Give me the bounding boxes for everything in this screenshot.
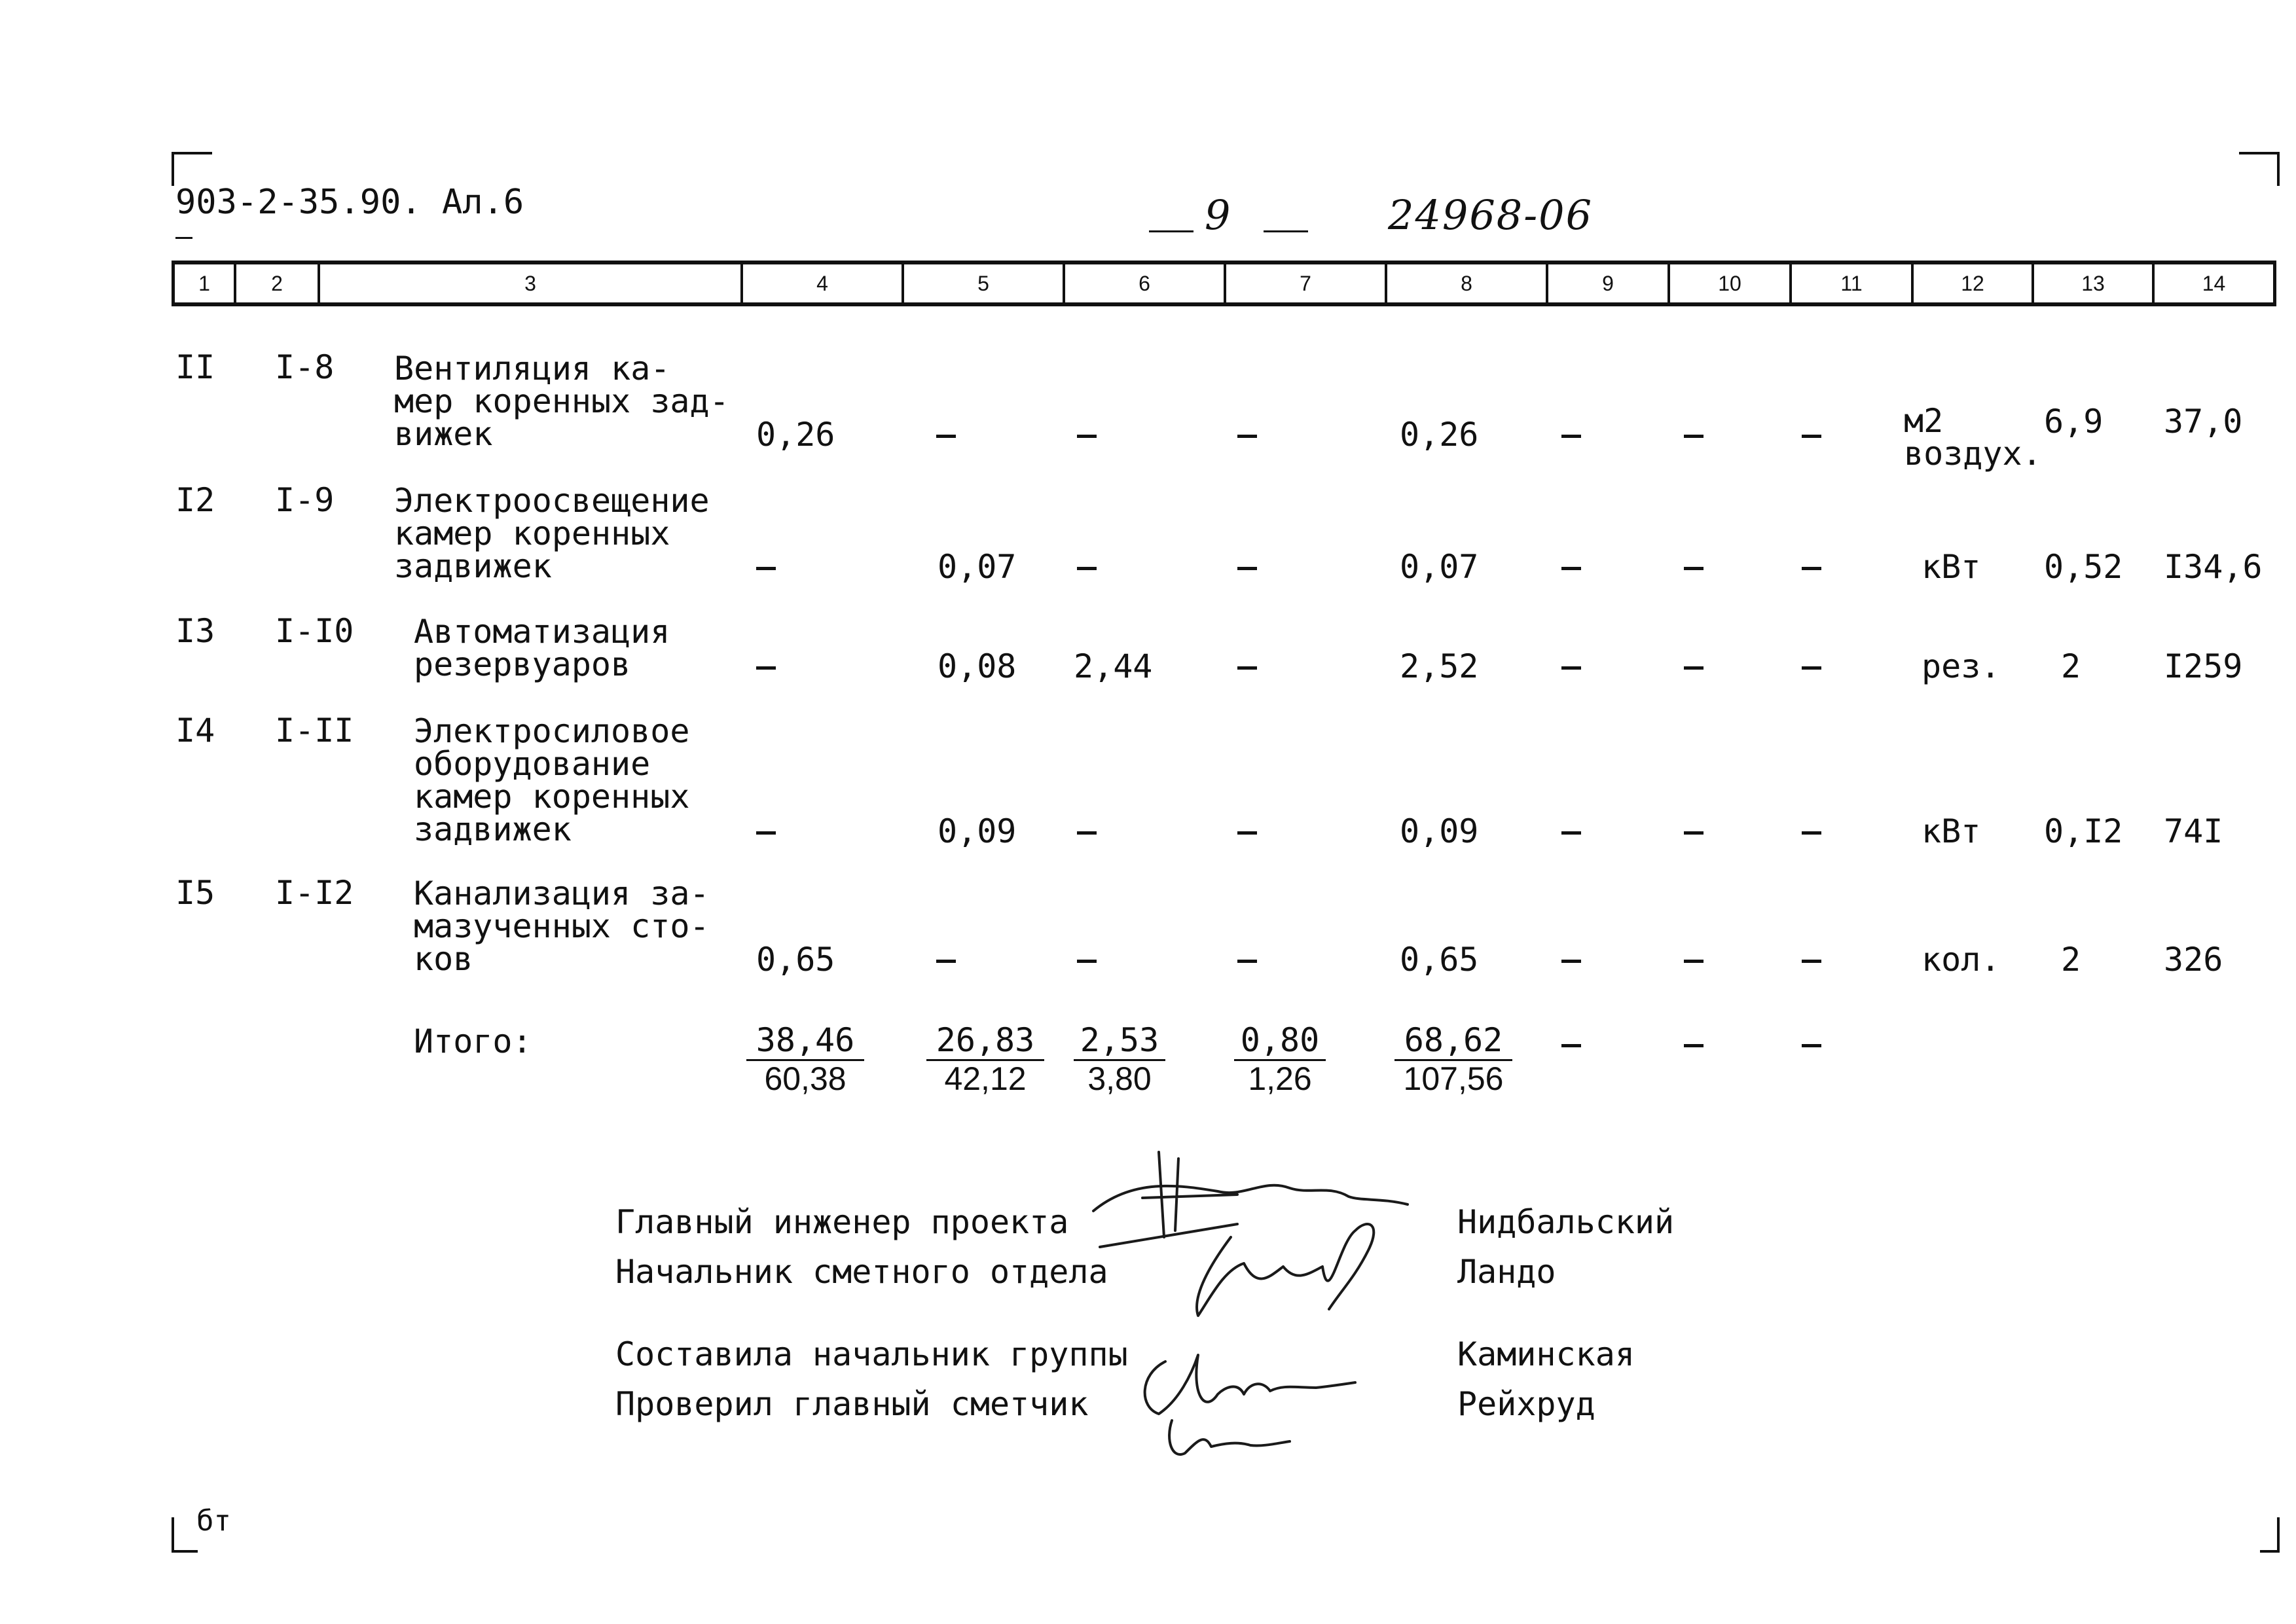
- signature-role-chief-estimator: Проверил главный сметчик: [615, 1385, 1089, 1423]
- total-col4-numerator: 38,46: [746, 1022, 864, 1061]
- total-col7-denominator: 1,26: [1248, 1060, 1312, 1097]
- total-col5-numerator: 26,83: [926, 1022, 1044, 1061]
- row-number: I4: [175, 712, 215, 749]
- dash-col11: [1802, 567, 1821, 570]
- column-header-11: 11: [1789, 264, 1911, 302]
- dash-col9: [1561, 831, 1581, 835]
- column-header-3: 3: [318, 264, 740, 302]
- column-header-6: 6: [1063, 264, 1224, 302]
- dash-col4: [756, 567, 776, 570]
- column-header-4: 4: [740, 264, 902, 302]
- value-col4: 0,65: [756, 941, 835, 979]
- total-col4-denominator: 60,38: [764, 1060, 847, 1097]
- column-header-2: 2: [234, 264, 318, 302]
- dash-col10: [1684, 567, 1704, 570]
- totals-label: Итого:: [414, 1022, 532, 1060]
- signature-role-estimate-head: Начальник сметного отдела: [615, 1253, 1108, 1291]
- value-col6: 2,44: [1074, 647, 1153, 685]
- unit: м2 воздух.: [1904, 402, 2042, 473]
- row-description: Канализация за- мазученных сто- ков: [414, 875, 710, 978]
- value-col14: 37,0: [2164, 403, 2243, 441]
- column-number-header: [172, 261, 2276, 306]
- row-description: Автоматизация резервуаров: [414, 613, 670, 683]
- total-dash-col11: [1802, 1044, 1821, 1047]
- value-col14: I34,6: [2164, 548, 2263, 586]
- total-col6-denominator: 3,80: [1087, 1060, 1152, 1097]
- dash-col6: [1077, 567, 1097, 570]
- signature-1: [1093, 1185, 1408, 1211]
- total-col6-numerator: 2,53: [1074, 1022, 1165, 1061]
- row-reference: I-9: [275, 481, 335, 519]
- unit: кВт: [1922, 548, 1981, 586]
- doc-code-underline: [175, 237, 192, 239]
- row-reference: I-II: [275, 712, 354, 749]
- dash-col9: [1561, 435, 1581, 438]
- dash-col9: [1561, 960, 1581, 963]
- total-dash-col9: [1561, 1044, 1581, 1047]
- column-header-5: 5: [902, 264, 1063, 302]
- signature-name-estimate-head: Ландо: [1457, 1253, 1556, 1291]
- quantity: 0,52: [2044, 548, 2123, 586]
- total-col8-denominator: 107,56: [1403, 1060, 1504, 1097]
- dash-col10: [1684, 960, 1704, 963]
- total-dash-col10: [1684, 1044, 1704, 1047]
- dash-col7: [1237, 960, 1257, 963]
- value-col14: 74I: [2164, 812, 2223, 850]
- corner-mark-top-left: [172, 152, 212, 186]
- value-col8: 0,09: [1400, 812, 1479, 850]
- column-header-1: 1: [198, 271, 210, 295]
- value-col8: 0,65: [1400, 941, 1479, 979]
- signature-name-chief-engineer: Нидбальский: [1457, 1203, 1675, 1241]
- signature-3: [1145, 1355, 1355, 1414]
- row-description: Электросиловое оборудование камер коренных задвижек: [414, 712, 690, 848]
- total-col8: [1394, 1022, 1512, 1096]
- sheet-number-dash-left: [1149, 230, 1194, 232]
- dash-col9: [1561, 567, 1581, 570]
- value-col5: 0,08: [938, 647, 1017, 685]
- signature-4: [1169, 1420, 1290, 1454]
- handwritten-signatures: [1080, 1139, 1447, 1466]
- total-col7-numerator: 0,80: [1234, 1022, 1326, 1061]
- row-description: Вентиляция ка- мер коренных зад- вижек: [394, 350, 729, 453]
- dash-col11: [1802, 666, 1821, 670]
- row-reference: I-I0: [275, 612, 354, 650]
- dash-col4: [756, 831, 776, 835]
- value-col8: 2,52: [1400, 647, 1479, 685]
- corner-mark-bottom-right: [2260, 1517, 2280, 1553]
- dash-col7: [1237, 567, 1257, 570]
- dash-col6: [1077, 960, 1097, 963]
- signature-name-chief-estimator: Рейхруд: [1457, 1385, 1595, 1423]
- quantity: 6,9: [2044, 403, 2104, 441]
- column-header-13: 13: [2032, 264, 2152, 302]
- row-reference: I-I2: [275, 874, 354, 912]
- row-description: Электроосвещение камер коренных задвижек: [394, 482, 710, 585]
- quantity: 2: [2061, 941, 2081, 979]
- dash-col11: [1802, 960, 1821, 963]
- column-header-12: 12: [1911, 264, 2032, 302]
- corner-mark-top-right: [2239, 152, 2280, 186]
- value-col14: I259: [2164, 647, 2243, 685]
- corner-mark-label: бт: [196, 1504, 231, 1538]
- dash-col7: [1237, 666, 1257, 670]
- value-col8: 0,07: [1400, 548, 1479, 586]
- total-col4: [746, 1022, 864, 1096]
- dash-col10: [1684, 666, 1704, 670]
- dash-col11: [1802, 831, 1821, 835]
- value-col8: 0,26: [1400, 416, 1479, 454]
- dash-col6: [1077, 831, 1097, 835]
- column-header-9: 9: [1546, 264, 1667, 302]
- dash-col10: [1684, 435, 1704, 438]
- corner-mark-bottom-left: [172, 1517, 198, 1553]
- quantity: 0,I2: [2044, 812, 2123, 850]
- row-number: I2: [175, 481, 215, 519]
- dash-col11: [1802, 435, 1821, 438]
- dash-col10: [1684, 831, 1704, 835]
- value-col5: 0,09: [938, 812, 1017, 850]
- total-col7: [1234, 1022, 1326, 1096]
- total-col6: [1074, 1022, 1165, 1096]
- total-col5-denominator: 42,12: [944, 1060, 1027, 1097]
- dash-col4: [756, 666, 776, 670]
- unit: кВт: [1922, 812, 1981, 850]
- unit: рез.: [1922, 647, 2001, 685]
- row-reference: I-8: [275, 348, 335, 386]
- value-col5: 0,07: [938, 548, 1017, 586]
- row-number: I5: [175, 874, 215, 912]
- column-header-10: 10: [1667, 264, 1789, 302]
- sheet-number: 9: [1205, 191, 1231, 239]
- row-number: II: [175, 348, 215, 386]
- unit: кол.: [1922, 941, 2001, 979]
- inventory-number: 24968-06: [1388, 191, 1594, 239]
- dash-col9: [1561, 666, 1581, 670]
- signature-name-group-head: Каминская: [1457, 1335, 1635, 1373]
- dash-col7: [1237, 435, 1257, 438]
- signature-2: [1100, 1224, 1374, 1316]
- signature-role-chief-engineer: Главный инженер проекта: [615, 1203, 1069, 1241]
- document-code: 903-2-35.90. Ал.6: [175, 183, 524, 222]
- column-header-8: 8: [1385, 264, 1546, 302]
- dash-col7: [1237, 831, 1257, 835]
- value-col4: 0,26: [756, 416, 835, 454]
- column-header-7: 7: [1224, 264, 1385, 302]
- total-col5: [926, 1022, 1044, 1096]
- column-header-14: 14: [2152, 264, 2273, 302]
- value-col14: 326: [2164, 941, 2223, 979]
- signature-1-stroke: [1142, 1152, 1237, 1237]
- dash-col6: [1077, 435, 1097, 438]
- dash-col5: [936, 960, 956, 963]
- sheet-number-dash-right: [1264, 230, 1308, 232]
- signature-role-group-head: Составила начальник группы: [615, 1335, 1128, 1373]
- dash-col5: [936, 435, 956, 438]
- row-number: I3: [175, 612, 215, 650]
- total-col8-numerator: 68,62: [1394, 1022, 1512, 1061]
- quantity: 2: [2061, 647, 2081, 685]
